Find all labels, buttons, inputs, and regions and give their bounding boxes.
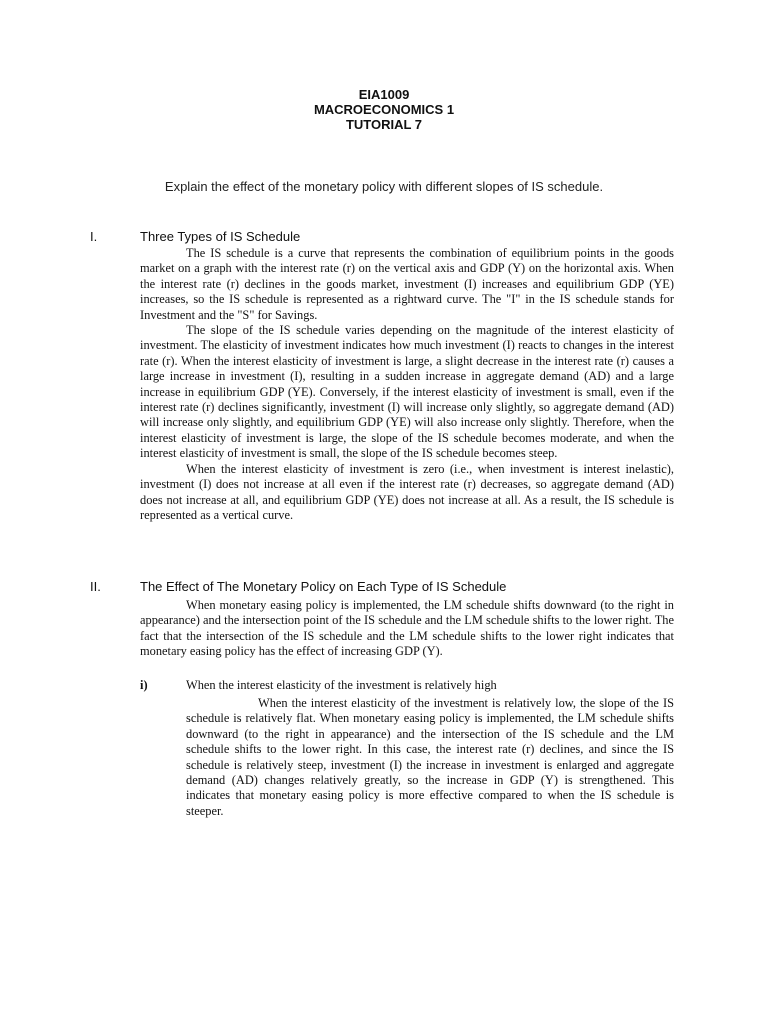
document-header xyxy=(0,87,768,132)
course-code: EIA1009 xyxy=(358,87,410,102)
paragraph: When monetary easing policy is implemented, the LM schedule shifts downward (to the right in appearance) and the intersection point of the IS schedule and the LM schedule shifts to the lower right. The fact that the intersection of the IS schedule and the LM schedule shifts to the lower right indicates that monetary easing policy has the effect of increasing GDP (Y). xyxy=(140,598,674,659)
section-title: The Effect of The Monetary Policy on Each Type of IS Schedule xyxy=(140,579,507,594)
subsection-body xyxy=(186,696,674,819)
section-body-2 xyxy=(140,598,674,660)
section-title: Three Types of IS Schedule xyxy=(140,229,301,244)
section-number: II. xyxy=(90,579,101,594)
section-number: I. xyxy=(90,229,98,244)
paragraph: The slope of the IS schedule varies depending on the magnitude of the interest elasticity of investment. The elasticity of investment indicates how much investment (I) reacts to changes in the interest rate (r). When the interest elasticity of investment is large, a slight decrease in the interest rate (r) causes a large increase in investment (I), resulting in a sudden increase in aggregate demand (AD) and a large increase in equilibrium GDP (YE). Conversely, if the interest elasticity of investment is small, even if the interest rate (r) declines significantly, investment (I) will increase only slightly, so aggregate demand (AD) will increase only slightly, and equilibrium GDP (YE) will also increase only slightly. Therefore, when the interest elasticity of investment is large, the slope of the IS schedule becomes moderate, and when the interest elasticity of investment is small, the slope of the IS schedule becomes steep. xyxy=(140,323,674,461)
paragraph: When the interest elasticity of investment is zero (i.e., when investment is interest inelastic), investment (I) does not increase at all even if the interest rate (r) decreases, so aggregate demand (AD) does not increase at all, and equilibrium GDP (YE) does not increase at all. As a result, the IS schedule is represented as a vertical curve. xyxy=(140,461,674,522)
paragraph: The IS schedule is a curve that represents the combination of equilibrium points in the goods market on a graph with the interest rate (r) on the vertical axis and GDP (Y) on the horizontal axis. When the interest rate (r) declines in the goods market, investment (I) increases and equilibrium GDP (YE) increases, so the IS schedule is represented as a rightward curve. The "I" in the IS schedule stands for Investment and the "S" for Savings. xyxy=(140,246,674,322)
tutorial-number: TUTORIAL 7 xyxy=(345,117,423,132)
paragraph: When the interest elasticity of the investment is relatively low, the slope of the IS schedule is relatively flat. When monetary easing policy is implemented, the LM schedule shifts downward (to the right in appearance) and the intersection of the IS schedule and the LM schedule shifts to the lower right. In this case, the interest rate (r) declines, and since the IS schedule is relatively steep, investment (I) the increase in investment is enlarged and aggregate demand (AD) changes relatively greatly, so the increase in GDP (Y) is strengthened. This indicates that monetary easing policy is more effective compared to when the IS schedule is steeper. xyxy=(186,696,674,818)
subsection-title: When the interest elasticity of the investment is relatively high xyxy=(186,678,497,692)
course-name: MACROECONOMICS 1 xyxy=(313,102,455,117)
subsection-number: i) xyxy=(140,678,148,692)
section-body-1 xyxy=(140,246,674,523)
question-prompt: Explain the effect of the monetary policy with different slopes of IS schedule. xyxy=(164,179,604,194)
